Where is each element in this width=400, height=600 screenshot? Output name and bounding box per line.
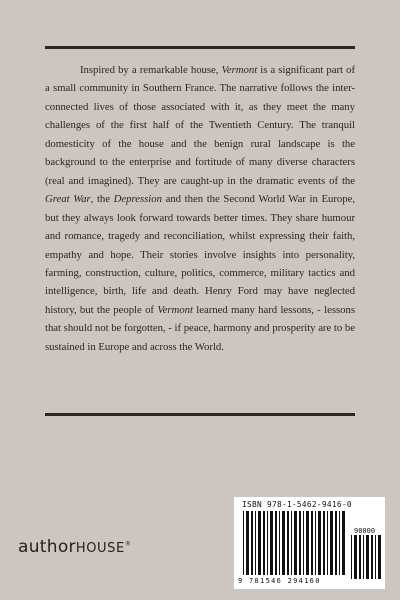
blurb-title-italic: Vermont xyxy=(157,303,193,316)
barcode-bar xyxy=(339,511,340,575)
barcode-bar xyxy=(378,535,381,579)
price-barcode-bars xyxy=(351,535,381,579)
barcode-bar xyxy=(311,511,313,575)
price-code: 90000 xyxy=(354,527,376,535)
publisher-logo xyxy=(18,537,131,557)
barcode-bar xyxy=(243,511,244,575)
registered-mark: ® xyxy=(124,540,132,548)
barcode-bar xyxy=(270,511,273,575)
barcode-bar xyxy=(258,511,261,575)
blurb-text: , the xyxy=(90,193,114,206)
barcode-bar xyxy=(330,511,333,575)
barcode-bar xyxy=(354,535,357,579)
barcode-bar xyxy=(306,511,309,575)
barcode-bar xyxy=(335,511,337,575)
barcode-bar xyxy=(359,535,361,579)
barcode-bar xyxy=(299,511,301,575)
barcode-bar xyxy=(279,511,280,575)
barcode-bar xyxy=(255,511,256,575)
barcode-bar xyxy=(303,511,304,575)
barcode-bar xyxy=(318,511,321,575)
ean-barcode-bars xyxy=(243,511,347,579)
barcode-bar xyxy=(275,511,277,575)
barcode-bar xyxy=(375,535,376,579)
barcode-bar xyxy=(371,535,373,579)
barcode-bar xyxy=(294,511,297,575)
barcode-bar xyxy=(342,511,345,575)
barcode-bar xyxy=(246,511,249,575)
barcode-bar xyxy=(287,511,289,575)
blurb-text: Inspired by a remarkable house, xyxy=(80,64,222,76)
barcode-bar xyxy=(315,511,316,575)
barcode-bar xyxy=(366,535,369,579)
barcode-digits: 9 781546 294160 xyxy=(238,577,321,585)
barcode-bar xyxy=(363,535,364,579)
back-cover-blurb xyxy=(45,61,355,356)
blurb-text: learned many hard lessons, - lessons that should not be forgotten, - if peace, harmony and prosperity are to be sustained in Europe and across the World. xyxy=(45,303,356,353)
blurb-text: and then the Second World War in Europe, but they always look forward towards better times. They share humour and romance, tragedy and reconciliation, whilst expressing their faith, empathy and hope. Their stories involve insights into personality, farming, construction, culture, politics, commerce, military tactics and intelligence, birth, life and death. Henry Ford may have neglected history, but the people of xyxy=(45,193,355,316)
barcode-bar xyxy=(263,511,265,575)
blurb-italic-depression: Depression xyxy=(113,193,162,206)
barcode-bar xyxy=(323,511,325,575)
barcode-bar xyxy=(327,511,328,575)
publisher-logo-part2: HOUSE xyxy=(75,541,125,556)
barcode-bar xyxy=(282,511,285,575)
blurb-text: is a significant part of a small community in Southern France. The narrative follows the inter-connected lives of those associated with it, as they meet the many challenges of the first half of the Twentieth Century. The tranquil domesticity of the house and the benign rural landscape is the background to the enterprise and fortitude of many diverse characters (real and imagined). They are caught-up in the dramatic events of the xyxy=(45,64,355,187)
isbn-barcode xyxy=(234,497,385,589)
publisher-logo-part1: author xyxy=(18,537,76,557)
isbn-number: ISBN 978-1-5462-9416-0 xyxy=(242,500,352,509)
barcode-bar xyxy=(267,511,268,575)
barcode-bar xyxy=(251,511,253,575)
barcode-bar xyxy=(351,535,352,579)
bottom-rule xyxy=(45,413,355,416)
top-rule xyxy=(45,46,355,49)
blurb-italic-great-war: Great War xyxy=(45,193,91,206)
blurb-title-italic: Vermont xyxy=(221,64,258,76)
barcode-bar xyxy=(291,511,292,575)
